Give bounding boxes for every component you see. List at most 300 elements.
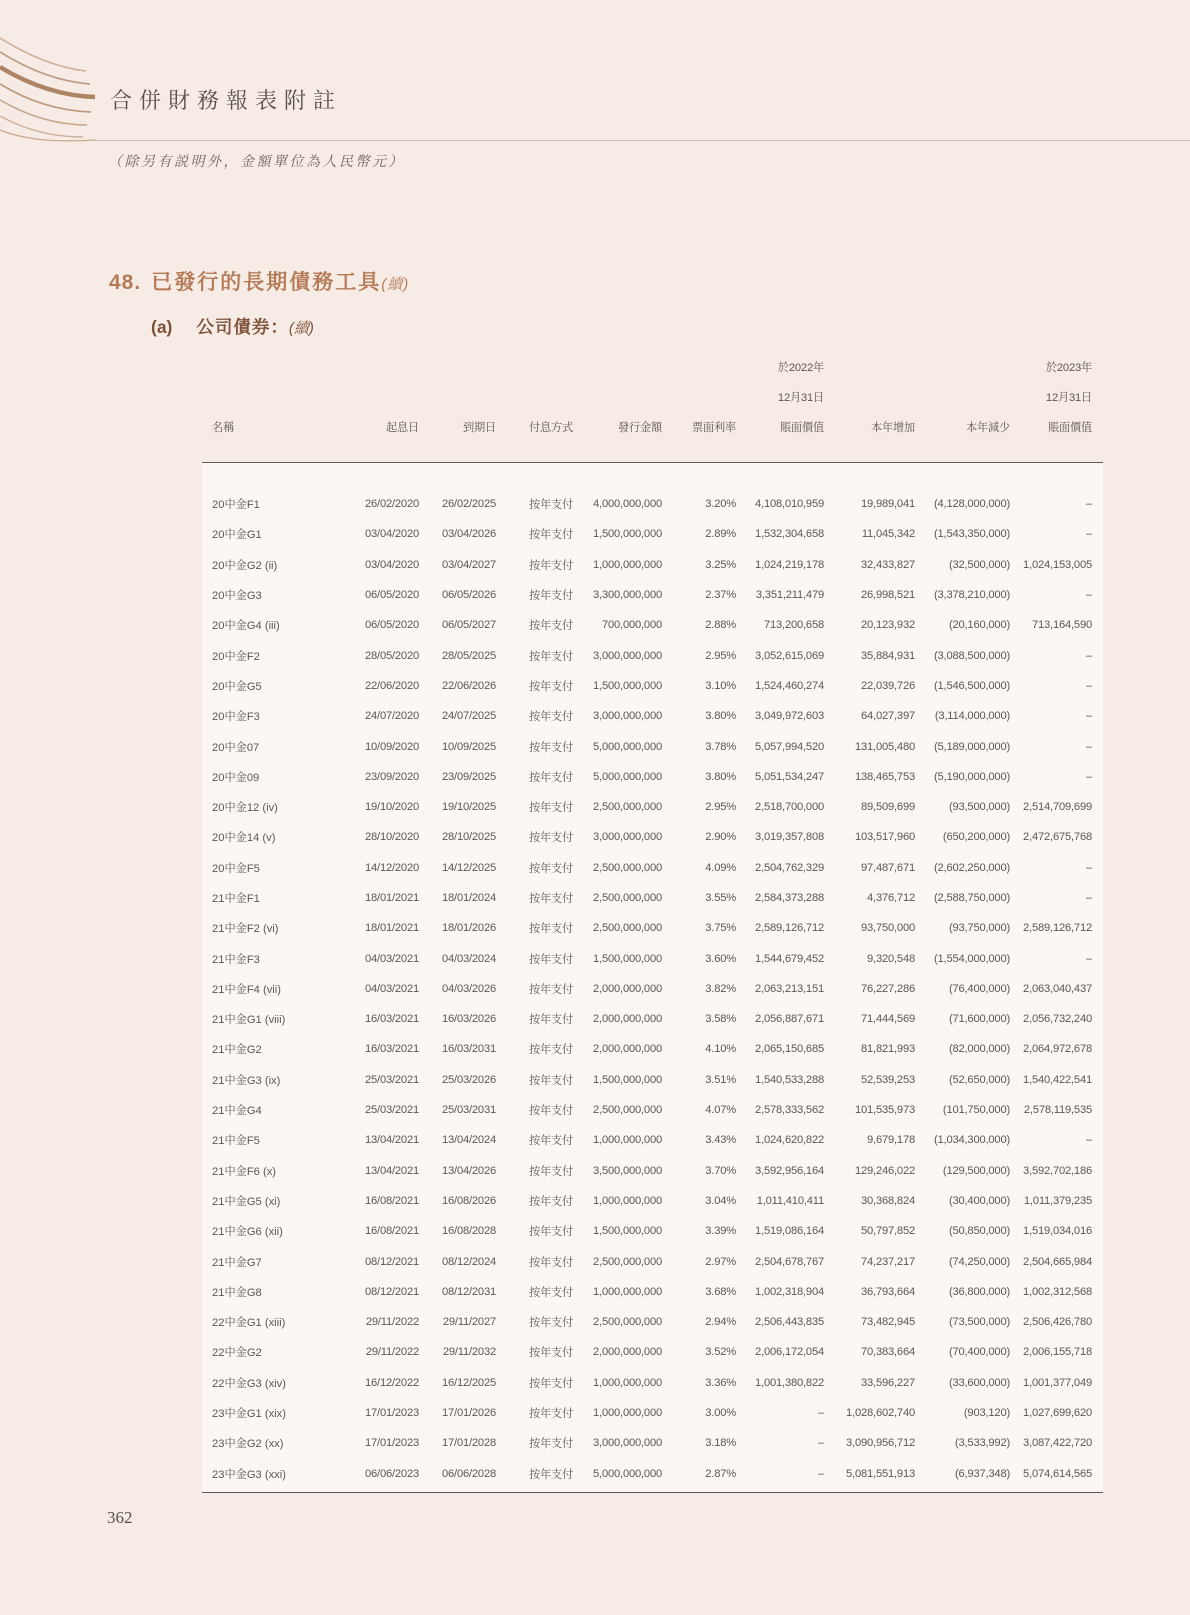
value-cell: – — [1085, 892, 1092, 904]
value-cell: 93,750,000 — [861, 922, 915, 935]
value-cell: 3.43% — [705, 1134, 736, 1147]
value-cell: 103,517,960 — [854, 831, 915, 844]
value-cell: 3,000,000,000 — [593, 831, 662, 844]
value-cell: 23/09/2025 — [442, 770, 496, 783]
value-cell: 按年支付 — [529, 1135, 573, 1148]
value-cell: 按年支付 — [529, 802, 573, 815]
value-cell: 26,998,521 — [861, 589, 915, 602]
table-row — [202, 1337, 1103, 1367]
value-cell: 4,108,010,959 — [755, 498, 824, 511]
value-cell: 3.04% — [705, 1194, 736, 1207]
value-cell: 1,000,000,000 — [593, 558, 662, 571]
value-cell: 1,001,377,049 — [1023, 1376, 1092, 1389]
value-cell: 30,368,824 — [861, 1194, 915, 1207]
header-cell-2022-date: 於2022年 — [777, 362, 824, 374]
table-row — [202, 1065, 1103, 1095]
value-cell: 1,002,318,904 — [755, 1285, 824, 1298]
header-cell-increase: 本年增加 — [871, 422, 915, 434]
value-cell: 74,237,217 — [861, 1255, 915, 1268]
value-cell: 2.88% — [705, 619, 736, 632]
header-cell-coupon-rate: 票面利率 — [692, 422, 736, 434]
value-cell: 29/11/2022 — [365, 1316, 419, 1329]
value-cell: (5,190,000,000) — [934, 770, 1010, 783]
value-cell: 35,884,931 — [861, 649, 915, 662]
value-cell: 13/04/2026 — [442, 1164, 496, 1177]
table-row — [202, 853, 1103, 883]
value-cell: 3.78% — [705, 740, 736, 753]
value-cell: 2,500,000,000 — [593, 1255, 662, 1268]
value-cell: 3.58% — [705, 1013, 736, 1026]
value-cell: 16/03/2026 — [442, 1013, 496, 1026]
bond-name-cell: 23中金G2 (xx) — [212, 1438, 284, 1451]
value-cell: 04/03/2021 — [365, 952, 419, 965]
value-cell: 按年支付 — [529, 771, 573, 784]
value-cell: 按年支付 — [529, 620, 573, 633]
header-cell — [202, 382, 347, 412]
value-cell: 1,028,602,740 — [846, 1407, 915, 1420]
value-cell: 13/04/2024 — [442, 1134, 496, 1147]
bond-name-cell: 20中金G1 — [212, 529, 262, 542]
value-cell: 1,540,533,288 — [755, 1073, 824, 1086]
value-cell: 3,087,422,720 — [1023, 1437, 1092, 1450]
value-cell: 2,000,000,000 — [593, 1013, 662, 1026]
value-cell: 4.09% — [705, 861, 736, 874]
value-cell: 50,797,852 — [861, 1225, 915, 1238]
value-cell: 28/05/2020 — [365, 649, 419, 662]
bond-name-cell: 20中金F2 — [212, 650, 260, 663]
value-cell: 2,006,172,054 — [755, 1346, 824, 1359]
value-cell: 16/08/2028 — [442, 1225, 496, 1238]
value-cell: 按年支付 — [529, 1256, 573, 1269]
value-cell: 按年支付 — [529, 862, 573, 875]
value-cell: 按年支付 — [529, 1468, 573, 1481]
value-cell: 3.25% — [705, 558, 736, 571]
value-cell: 3.82% — [705, 982, 736, 995]
bond-name-cell: 20中金14 (v) — [212, 832, 276, 845]
table-row — [202, 974, 1103, 1004]
value-cell: 2,500,000,000 — [593, 801, 662, 814]
value-cell: (71,600,000) — [948, 1013, 1010, 1026]
value-cell: 3.52% — [705, 1346, 736, 1359]
value-cell: 3,300,000,000 — [593, 589, 662, 602]
value-cell: 按年支付 — [529, 923, 573, 936]
value-cell: 按年支付 — [529, 1377, 573, 1390]
table-row — [202, 762, 1103, 792]
bond-name-cell: 22中金G2 — [212, 1347, 262, 1360]
value-cell: 16/08/2021 — [365, 1194, 419, 1207]
bond-name-cell: 21中金F5 — [212, 1135, 260, 1148]
value-cell: 3,019,357,808 — [755, 831, 824, 844]
value-cell: 按年支付 — [529, 832, 573, 845]
value-cell: 71,444,569 — [861, 1013, 915, 1026]
value-cell: 1,027,699,620 — [1023, 1407, 1092, 1420]
value-cell: 3.80% — [705, 710, 736, 723]
value-cell: 03/04/2020 — [365, 528, 419, 541]
value-cell: 2.94% — [705, 1316, 736, 1329]
bond-name-cell: 21中金G2 — [212, 1044, 262, 1057]
value-cell: 16/08/2026 — [442, 1194, 496, 1207]
bond-table-panel — [202, 462, 1103, 1493]
table-row — [202, 1368, 1103, 1398]
value-cell: (74,250,000) — [948, 1255, 1010, 1268]
value-cell: 26/02/2020 — [365, 498, 419, 511]
value-cell: 20,123,932 — [861, 619, 915, 632]
table-row — [202, 1095, 1103, 1125]
value-cell: 按年支付 — [529, 1286, 573, 1299]
value-cell: – — [1085, 679, 1092, 692]
value-cell: (903,120) — [963, 1407, 1010, 1420]
subsection-label: (a) — [151, 317, 173, 337]
value-cell: (33,600,000) — [948, 1376, 1010, 1389]
value-cell: 129,246,022 — [854, 1164, 915, 1177]
header-cell — [496, 382, 573, 412]
value-cell: 3,000,000,000 — [593, 710, 662, 723]
value-cell: 9,679,178 — [867, 1134, 915, 1147]
value-cell: 1,001,380,822 — [755, 1376, 824, 1389]
value-cell: 3.20% — [705, 498, 736, 511]
value-cell: (2,588,750,000) — [934, 892, 1010, 904]
table-row — [202, 1428, 1103, 1458]
header-cell — [419, 352, 496, 382]
value-cell: 按年支付 — [529, 1105, 573, 1118]
value-cell: 19/10/2020 — [365, 801, 419, 814]
value-cell: – — [1085, 589, 1092, 602]
value-cell: 32,433,827 — [861, 558, 915, 571]
value-cell: – — [1085, 740, 1092, 753]
header-cell-interest-method: 付息方式 — [529, 422, 573, 434]
value-cell: 3,000,000,000 — [593, 649, 662, 662]
value-cell: – — [1085, 649, 1092, 662]
value-cell: 2.95% — [705, 801, 736, 814]
bond-name-cell: 22中金G1 (xiii) — [212, 1317, 286, 1330]
bond-name-cell: 20中金F1 — [212, 499, 260, 512]
bond-name-cell: 21中金G8 — [212, 1286, 262, 1299]
value-cell: 2,506,443,835 — [755, 1316, 824, 1329]
bond-name-cell: 21中金F4 (vii) — [212, 983, 281, 996]
value-cell: 2.89% — [705, 528, 736, 541]
table-row — [202, 731, 1103, 761]
table-row — [202, 792, 1103, 822]
value-cell: 18/01/2021 — [365, 922, 419, 935]
value-cell: 按年支付 — [529, 1438, 573, 1451]
value-cell: 73,482,945 — [861, 1316, 915, 1329]
value-cell: – — [817, 1407, 824, 1420]
value-cell: 3.80% — [705, 770, 736, 783]
value-cell: 按年支付 — [529, 680, 573, 693]
value-cell: 03/04/2026 — [442, 528, 496, 541]
value-cell: 22/06/2020 — [365, 679, 419, 692]
value-cell: 按年支付 — [529, 529, 573, 542]
value-cell: 按年支付 — [529, 1044, 573, 1057]
value-cell: 3,592,702,186 — [1023, 1164, 1092, 1177]
value-cell: 3.00% — [705, 1407, 736, 1420]
section-heading — [109, 266, 409, 296]
value-cell: (82,000,000) — [948, 1043, 1010, 1056]
value-cell: (93,500,000) — [948, 801, 1010, 814]
value-cell: 5,074,614,565 — [1023, 1467, 1092, 1480]
value-cell: 3.68% — [705, 1285, 736, 1298]
value-cell: 36,793,664 — [861, 1285, 915, 1298]
value-cell: 04/03/2021 — [365, 982, 419, 995]
value-cell: 按年支付 — [529, 953, 573, 966]
value-cell: (32,500,000) — [948, 558, 1010, 571]
value-cell: 4.07% — [705, 1104, 736, 1117]
table-row — [202, 943, 1103, 973]
value-cell: 3.51% — [705, 1073, 736, 1086]
value-cell: 24/07/2025 — [442, 710, 496, 723]
bond-name-cell: 21中金F2 (vi) — [212, 923, 279, 936]
page-title: 合併財務報表附註 — [110, 88, 343, 113]
value-cell: 06/05/2027 — [442, 619, 496, 632]
header-cell — [573, 352, 662, 382]
value-cell: 2,578,333,562 — [755, 1104, 824, 1117]
table-row — [202, 610, 1103, 640]
bond-name-cell: 20中金F3 — [212, 711, 260, 724]
value-cell: 按年支付 — [529, 559, 573, 572]
value-cell: 2,006,155,718 — [1023, 1346, 1092, 1359]
value-cell: 3.36% — [705, 1376, 736, 1389]
table-row — [202, 1277, 1103, 1307]
table-row — [202, 671, 1103, 701]
value-cell: 28/10/2020 — [365, 831, 419, 844]
value-cell: 按年支付 — [529, 741, 573, 754]
value-cell: (4,128,000,000) — [934, 498, 1010, 511]
table-row — [202, 489, 1103, 519]
table-row — [202, 822, 1103, 852]
value-cell: 16/03/2021 — [365, 1013, 419, 1026]
value-cell: 25/03/2026 — [442, 1073, 496, 1086]
bond-name-cell: 21中金G6 (xii) — [212, 1226, 283, 1239]
value-cell: 713,164,590 — [1031, 619, 1092, 632]
table-row — [202, 701, 1103, 731]
value-cell: 按年支付 — [529, 650, 573, 663]
value-cell: (5,189,000,000) — [934, 740, 1010, 753]
value-cell: 2,589,126,712 — [1023, 922, 1092, 935]
table-row — [202, 1459, 1103, 1489]
value-cell: 1,000,000,000 — [593, 1134, 662, 1147]
header-cell-maturity-date: 到期日 — [463, 422, 496, 434]
value-cell: 1,519,086,164 — [755, 1225, 824, 1238]
value-cell: 按年支付 — [529, 1317, 573, 1330]
value-cell: 14/12/2020 — [365, 861, 419, 874]
value-cell: 1,024,219,178 — [755, 558, 824, 571]
value-cell: – — [1085, 952, 1092, 965]
table-row — [202, 1216, 1103, 1246]
value-cell: (1,554,000,000) — [934, 952, 1010, 965]
value-cell: 1,500,000,000 — [593, 528, 662, 541]
value-cell: 2,518,700,000 — [755, 801, 824, 814]
value-cell: 2.87% — [705, 1467, 736, 1480]
header-cell — [573, 382, 662, 412]
value-cell: 16/12/2022 — [365, 1376, 419, 1389]
value-cell: 03/04/2027 — [442, 558, 496, 571]
value-cell: 131,005,480 — [854, 740, 915, 753]
value-cell: 按年支付 — [529, 1014, 573, 1027]
value-cell: 28/05/2025 — [442, 649, 496, 662]
value-cell: 1,000,000,000 — [593, 1407, 662, 1420]
value-cell: 3.10% — [705, 679, 736, 692]
header-cell — [496, 352, 573, 382]
value-cell: (93,750,000) — [948, 922, 1010, 935]
value-cell: 2,000,000,000 — [593, 1043, 662, 1056]
bond-name-cell: 23中金G1 (xix) — [212, 1408, 286, 1421]
header-row-2 — [202, 382, 1103, 412]
value-cell: 16/03/2021 — [365, 1043, 419, 1056]
value-cell: 1,011,410,411 — [756, 1194, 824, 1207]
value-cell: 03/04/2020 — [365, 558, 419, 571]
value-cell: (3,533,992) — [954, 1437, 1010, 1450]
value-cell: 5,000,000,000 — [593, 740, 662, 753]
value-cell: (73,500,000) — [948, 1316, 1010, 1329]
value-cell: 26/02/2025 — [442, 498, 496, 511]
value-cell: 5,000,000,000 — [593, 770, 662, 783]
value-cell: 1,540,422,541 — [1023, 1073, 1092, 1086]
value-cell: 700,000,000 — [601, 619, 662, 632]
value-cell: 713,200,658 — [763, 619, 824, 632]
value-cell: 1,002,312,568 — [1023, 1285, 1092, 1298]
header-row-3 — [202, 412, 1103, 442]
value-cell: 3,052,615,069 — [755, 649, 824, 662]
value-cell: 06/05/2026 — [442, 589, 496, 602]
value-cell: 25/03/2021 — [365, 1104, 419, 1117]
value-cell: 2,504,762,329 — [755, 861, 824, 874]
header-cell — [347, 382, 419, 412]
bond-name-cell: 20中金G5 — [212, 680, 262, 693]
value-cell: 1,500,000,000 — [593, 1073, 662, 1086]
value-cell: 1,519,034,016 — [1023, 1225, 1092, 1238]
value-cell: 08/12/2021 — [365, 1255, 419, 1268]
value-cell: 08/12/2031 — [442, 1285, 496, 1298]
table-row — [202, 1186, 1103, 1216]
header-cell-issue-amount: 發行金額 — [618, 422, 662, 434]
value-cell: 08/12/2024 — [442, 1255, 496, 1268]
header-cell-2023-date: 12月31日 — [1045, 392, 1092, 404]
table-row — [202, 1034, 1103, 1064]
value-cell: 5,051,534,247 — [755, 770, 824, 783]
value-cell: 2,056,732,240 — [1023, 1013, 1092, 1026]
value-cell: 06/06/2028 — [442, 1467, 496, 1480]
value-cell: 1,532,304,658 — [755, 528, 824, 541]
value-cell: 按年支付 — [529, 1165, 573, 1178]
subsection-title: 公司債券： — [196, 317, 289, 337]
value-cell: 2,063,040,437 — [1023, 982, 1092, 995]
bond-name-cell: 20中金F5 — [212, 862, 260, 875]
section-continued-label: (續) — [381, 276, 410, 293]
value-cell: – — [817, 1467, 824, 1480]
bond-name-cell: 21中金G5 (xi) — [212, 1195, 281, 1208]
value-cell: 5,057,994,520 — [755, 740, 824, 753]
value-cell: (1,543,350,000) — [934, 528, 1010, 541]
value-cell: (76,400,000) — [948, 982, 1010, 995]
value-cell: 3,000,000,000 — [593, 1437, 662, 1450]
value-cell: 33,596,227 — [861, 1376, 915, 1389]
bond-name-cell: 22中金G3 (xiv) — [212, 1377, 286, 1390]
value-cell: (6,937,348) — [954, 1467, 1010, 1480]
bond-name-cell: 20中金09 — [212, 771, 260, 784]
value-cell: 1,500,000,000 — [593, 679, 662, 692]
bond-name-cell: 20中金G3 — [212, 590, 262, 603]
value-cell: 11,045,342 — [861, 528, 915, 541]
value-cell: 按年支付 — [529, 590, 573, 603]
value-cell: – — [1085, 528, 1092, 541]
value-cell: 18/01/2024 — [442, 892, 496, 904]
header-cell-2022-date: 12月31日 — [777, 392, 824, 404]
value-cell: 19,989,041 — [861, 498, 915, 511]
value-cell: 17/01/2028 — [442, 1437, 496, 1450]
table-row — [202, 1307, 1103, 1337]
value-cell: 2,506,426,780 — [1023, 1316, 1092, 1329]
value-cell: 17/01/2026 — [442, 1407, 496, 1420]
value-cell: 17/01/2023 — [365, 1407, 419, 1420]
value-cell: 9,320,548 — [867, 952, 915, 965]
header-cell — [202, 352, 347, 382]
header-cell — [419, 382, 496, 412]
value-cell: 18/01/2026 — [442, 922, 496, 935]
value-cell: 3,500,000,000 — [593, 1164, 662, 1177]
bond-name-cell: 23中金G3 (xxi) — [212, 1468, 286, 1481]
value-cell: 2,000,000,000 — [593, 982, 662, 995]
value-cell: 14/12/2025 — [442, 861, 496, 874]
value-cell: 97,487,671 — [861, 861, 915, 874]
value-cell: 2,500,000,000 — [593, 1104, 662, 1117]
value-cell: (1,034,300,000) — [934, 1134, 1010, 1147]
value-cell: 1,024,620,822 — [755, 1134, 824, 1147]
value-cell: 2,500,000,000 — [593, 861, 662, 874]
value-cell: 25/03/2021 — [365, 1073, 419, 1086]
value-cell: 按年支付 — [529, 499, 573, 512]
page-subtitle: （除另有説明外，金額單位為人民幣元） — [108, 155, 405, 170]
value-cell: (50,850,000) — [948, 1225, 1010, 1238]
value-cell: – — [1085, 770, 1092, 783]
table-row — [202, 913, 1103, 943]
bond-name-cell: 21中金G3 (ix) — [212, 1074, 281, 1087]
value-cell: 2,589,126,712 — [755, 922, 824, 935]
value-cell: 1,024,153,005 — [1023, 558, 1092, 571]
bond-table — [202, 489, 1103, 1489]
value-cell: 2,578,119,535 — [1023, 1104, 1092, 1117]
value-cell: – — [1085, 710, 1092, 723]
table-row — [202, 640, 1103, 670]
bond-name-cell: 20中金G4 (iii) — [212, 620, 280, 633]
value-cell: 4,000,000,000 — [593, 498, 662, 511]
value-cell: 16/12/2025 — [442, 1376, 496, 1389]
value-cell: – — [1085, 861, 1092, 874]
value-cell: 16/03/2031 — [442, 1043, 496, 1056]
value-cell: 23/09/2020 — [365, 770, 419, 783]
value-cell: – — [817, 1437, 824, 1450]
value-cell: 按年支付 — [529, 1074, 573, 1087]
value-cell: 1,500,000,000 — [593, 952, 662, 965]
value-cell: 18/01/2021 — [365, 892, 419, 904]
table-row — [202, 550, 1103, 580]
header-row-1 — [202, 352, 1103, 382]
value-cell: 2,063,213,151 — [755, 982, 824, 995]
value-cell: 29/11/2032 — [442, 1346, 496, 1359]
value-cell: 29/11/2027 — [442, 1316, 496, 1329]
value-cell: 1,544,679,452 — [755, 952, 824, 965]
value-cell: 2,000,000,000 — [593, 1346, 662, 1359]
value-cell: 3,592,956,164 — [755, 1164, 824, 1177]
header-cell-start-date: 起息日 — [386, 422, 419, 434]
bond-table-header — [202, 352, 1103, 442]
value-cell: – — [1085, 1134, 1092, 1147]
value-cell: 10/09/2025 — [442, 740, 496, 753]
value-cell: 17/01/2023 — [365, 1437, 419, 1450]
bond-name-cell: 20中金G2 (ii) — [212, 559, 278, 572]
value-cell: 22,039,726 — [861, 679, 915, 692]
subsection-heading — [151, 314, 314, 339]
value-cell: (36,800,000) — [948, 1285, 1010, 1298]
